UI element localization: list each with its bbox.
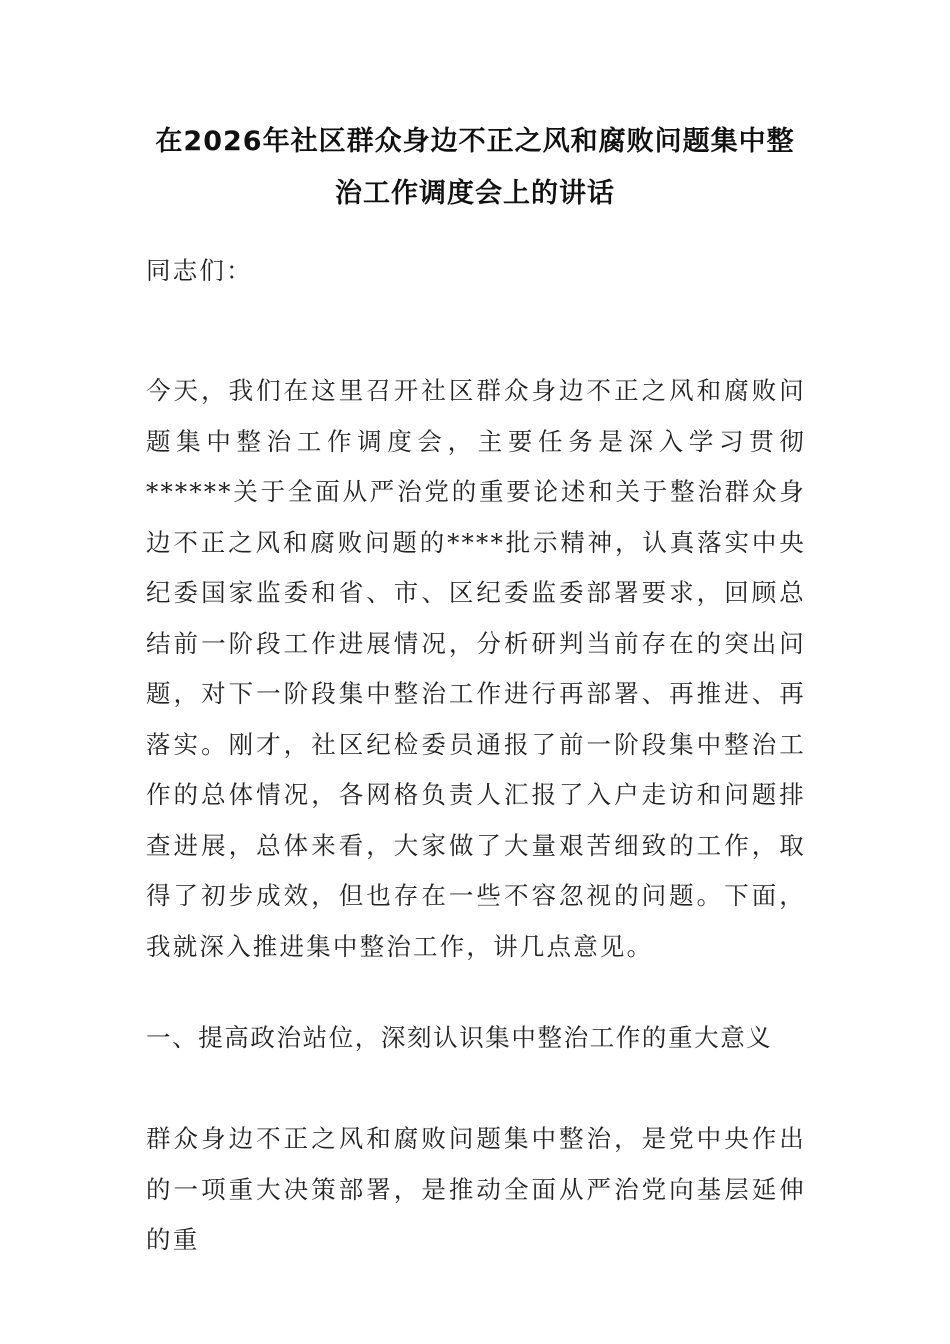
body-paragraph-section-1: 群众身边不正之风和腐败问题集中整治，是党中央作出的一项重大决策部署，是推动全面从严治党向基层延伸的重 [146,1124,806,1254]
greeting: 同志们： [146,256,253,285]
body-paragraph-intro: 今天，我们在这里召开社区群众身边不正之风和腐败问题集中整治工作调度会，主要任务是深入学习贯彻******关于全面从严治党的重要论述和关于整治群众身边不正之风和腐败问题的****批示精神，认真落实中央纪委国家监委和省、市、区纪委监委部署要求，回顾总结前一阶段工作进展情况，分析研判当前存在的突出问题，对下一阶段集中整治工作进行再部署、再推进、再落实。刚才，社区纪检委员通报了前一阶段集中整治工作的总体情况，各网格负责人汇报了入户走访和问题排查进展，总体来看，大家做了大量艰苦细致的工作，取得了初步成效，但也存在一些不容忽视的问题。下面，我就深入推进集中整治工作，讲几点意见。 [146,376,806,961]
document-title-line-2: 治工作调度会上的讲话 [335,178,615,209]
section-heading-1: 一、提高政治站位，深刻认识集中整治工作的重大意义 [146,1023,773,1052]
document-title-line-1: 在2026年社区群众身边不正之风和腐败问题集中整 [155,126,795,157]
